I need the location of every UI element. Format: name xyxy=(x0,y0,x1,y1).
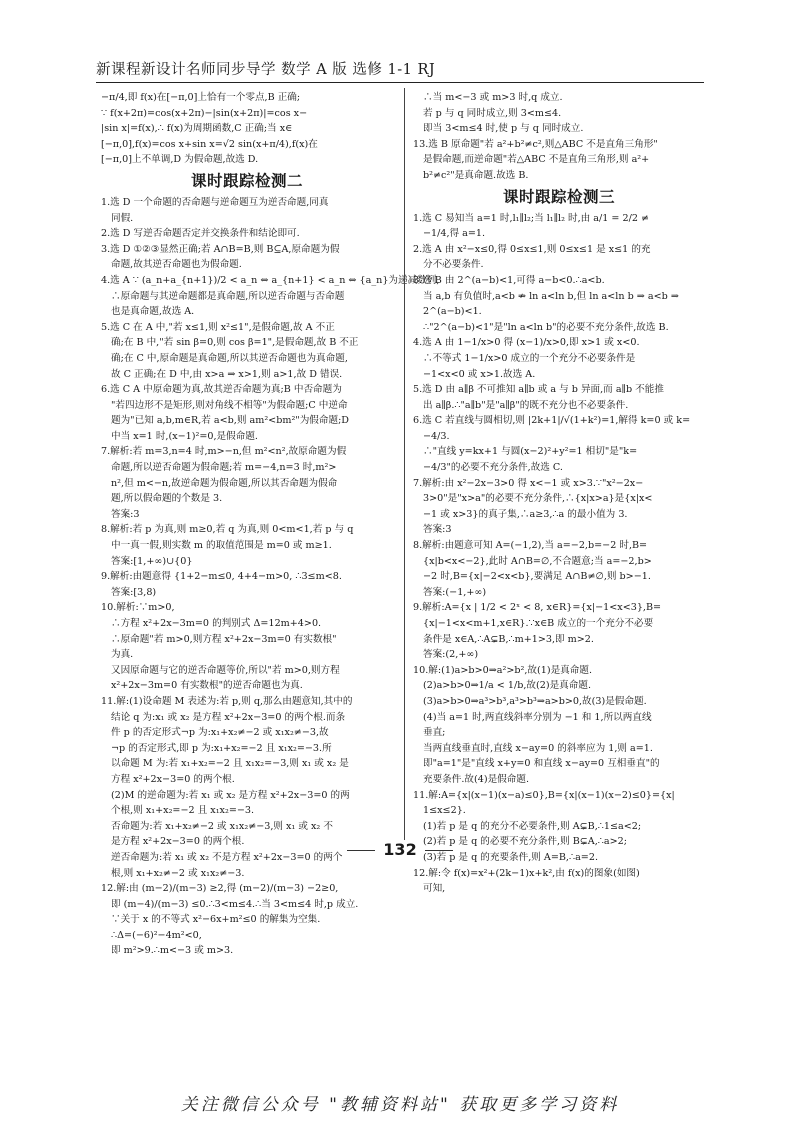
text-line: −π/4,即 f(x)在[−π,0]上恰有一个零点,B 正确; xyxy=(101,92,301,103)
header-rule xyxy=(96,82,704,83)
text-line: 8.解析:由题意可知 A=(−1,2),当 a=−2,b=−2 时,B= xyxy=(413,540,648,552)
text-line: 即当 3<m≤4 时,使 p 与 q 同时成立. xyxy=(423,123,584,135)
text-line: 13.选 B 原命题"若 a²+b²≠c²,则△ABC 不是直角三角形" xyxy=(413,138,658,150)
text-line: 件 p 的否定形式¬p 为:x₁+x₂≠−2 或 x₁x₂≠−3,故 xyxy=(111,727,329,739)
text-line: 也是真命题,故选 A. xyxy=(111,306,195,318)
text-line: 当 a,b 有负值时,a<b ⇏ ln a<ln b,但 ln a<ln b ⇒ a<b ⇒ xyxy=(423,290,679,302)
text-line: {x|b<x<−2},此时 A∩B=∅,不合题意;当 a=−2,b> xyxy=(423,555,652,567)
text-line: ∴Δ=(−6)²−4m²<0, xyxy=(111,929,202,941)
text-line: [−π,0],f(x)=cos x+sin x=√2 sin(x+π/4),f(x)在 xyxy=(101,138,318,150)
text-line: 是方程 x²+2x−3=0 的两个根. xyxy=(111,836,245,848)
text-line: 答案:[1,+∞)∪{0} xyxy=(111,555,193,567)
text-line: (2)M 的逆命题为:若 x₁ 或 x₂ 是方程 x²+2x−3=0 的两 xyxy=(111,789,350,801)
text-line: 7.解析:若 m=3,n=4 时,m>−n,但 m²<n²,故原命题为假 xyxy=(101,446,347,458)
text-line: ∴当 m<−3 或 m>3 时,q 成立. xyxy=(423,92,563,103)
page-number-dash-right xyxy=(425,850,453,851)
answers-block-3 xyxy=(413,211,705,897)
text-line: 垂直; xyxy=(423,727,446,739)
text-line: 答案:3 xyxy=(423,524,452,536)
text-line: 7.解析:由 x²−2x−3>0 得 x<−1 或 x>3.∵"x²−2x− xyxy=(413,477,644,489)
text-line: 确;在 C 中,原命题是真命题,所以其逆否命题也为真命题, xyxy=(111,352,348,364)
text-line: 5.选 D 由 a∥β 不可推知 a∥b 或 a 与 b 异面,而 a∥b 不能推 xyxy=(413,384,664,396)
text-line: (3)若 p 是 q 的充要条件,则 A=B,∴a=2. xyxy=(423,851,599,863)
text-line: 即"a=1"是"直线 x+y=0 和直线 x−ay=0 互相垂直"的 xyxy=(423,758,660,770)
text-line: 中当 x=1 时,(x−1)²=0,是假命题. xyxy=(111,430,258,442)
text-line: −4/3. xyxy=(423,430,450,442)
page-number-text: 132 xyxy=(383,840,417,859)
text-line: 答案:[3,8) xyxy=(111,586,157,598)
text-line: 方程 x²+2x−3=0 的两个根. xyxy=(111,773,235,785)
text-line: ∴方程 x²+2x−3m=0 的判别式 Δ=12m+4>0. xyxy=(111,618,322,629)
text-line: 根,则 x₁+x₂≠−2 或 x₁x₂≠−3. xyxy=(111,867,245,879)
text-line: b²≠c²"是真命题.故选 B. xyxy=(423,169,529,181)
text-line: 9.解析:由题意得 {1+2−m≤0, 4+4−m>0, ∴3≤m<8. xyxy=(101,571,342,583)
text-line: |sin x|=f(x),∴ f(x)为周期函数,C 正确;当 x∈ xyxy=(101,123,293,135)
text-line: 中一真一假,则实数 m 的取值范围是 m=0 或 m≥1. xyxy=(111,540,332,552)
text-line: 题为"已知 a,b,m∈R,若 a<b,则 am²<bm²"为假命题;D xyxy=(111,415,350,427)
text-line: 可知, xyxy=(423,883,446,895)
continued-block xyxy=(413,90,705,184)
text-line: 2.选 A 由 x²−x≤0,得 0≤x≤1,则 0≤x≤1 是 x≤1 的充 xyxy=(413,243,651,255)
text-line: 4.选 A ∵ (a_n+a_{n+1})/2 < a_n ⇔ a_{n+1} < a_n ⇔ {a_n}为递减数列, xyxy=(101,274,440,286)
text-line: (2)a>b>0⇒1/a < 1/b,故(2)是真命题. xyxy=(423,680,591,692)
text-line: 1.选 D 一个命题的否命题与逆命题互为逆否命题,同真 xyxy=(101,196,329,208)
text-line: "若四边形不是矩形,则对角线不相等"为假命题;C 中逆命 xyxy=(111,399,348,411)
text-line: 10.解析:∵m>0, xyxy=(101,602,175,614)
text-line: −4/3"的必要不充分条件,故选 C. xyxy=(423,462,563,474)
text-line: 11.解:(1)设命题 M 表述为:若 p,则 q,那么由题意知,其中的 xyxy=(101,695,353,707)
text-line: 3>0"是"x>a"的必要不充分条件,∴{x|x>a}是{x|x< xyxy=(423,493,653,505)
text-line: 分不必要条件. xyxy=(423,259,484,271)
text-line: 同假. xyxy=(111,212,134,224)
text-line: 6.选 C 若直线与圆相切,则 |2k+1|/√(1+k²)=1,解得 k=0 或 k= xyxy=(413,415,691,427)
text-line: ∴"2^(a−b)<1"是"ln a<ln b"的必要不充分条件,故选 B. xyxy=(423,321,669,333)
text-line: 出 a∥β.∴"a∥b"是"a∥β"的既不充分也不必要条件. xyxy=(423,399,629,411)
text-line: 6.选 C A 中原命题为真,故其逆否命题为真;B 中否命题为 xyxy=(101,384,342,396)
text-line: 即 m²>9.∴m<−3 或 m>3. xyxy=(111,945,234,957)
text-line: 以命题 M 为:若 x₁+x₂=−2 且 x₁x₂=−3,则 x₁ 或 x₂ 是 xyxy=(111,758,349,770)
text-line: 答案:(2,+∞) xyxy=(423,649,479,661)
text-line: 命题,故其逆否命题也为假命题. xyxy=(111,259,242,271)
text-line: [−π,0]上不单调,D 为假命题,故选 D. xyxy=(101,154,259,166)
text-line: 充要条件.故(4)是假命题. xyxy=(423,773,530,785)
text-line: 故 C 正确;在 D 中,由 x>a ⇒ x>1,则 a>1,故 D 错误. xyxy=(111,368,343,380)
text-line: −2 时,B={x|−2<x<b},要满足 A∩B≠∅,则 b>−1. xyxy=(423,571,651,583)
text-line: ∵关于 x 的不等式 x²−6x+m²≤0 的解集为空集. xyxy=(111,914,321,926)
text-line: 当两直线垂直时,直线 x−ay=0 的斜率应为 1,则 a=1. xyxy=(423,742,653,754)
text-line: ∵ f(x+2π)=cos(x+2π)−|sin(x+2π)|=cos x− xyxy=(101,107,308,119)
text-line: 确;在 B 中,"若 sin β=0,则 cos β=1",是假命题,故 B 不正 xyxy=(111,337,359,349)
text-line: 个根,则 x₁+x₂=−2 且 x₁x₂=−3. xyxy=(111,805,255,817)
text-line: ∴不等式 1−1/x>0 成立的一个充分不必要条件是 xyxy=(423,352,636,364)
text-line: 4.选 A 由 1−1/x>0 得 (x−1)/x>0,即 x>1 或 x<0. xyxy=(413,337,640,349)
text-line: 又因原命题与它的逆否命题等价,所以"若 m>0,则方程 xyxy=(111,664,340,676)
text-line: 答案:3 xyxy=(111,508,140,520)
text-line: 1≤x≤2}. xyxy=(423,805,466,817)
text-line: 条件是 x∈A,∴A⊊B,∴m+1>3,即 m>2. xyxy=(423,633,594,645)
text-line: −1/4,得 a=1. xyxy=(423,228,486,240)
text-line: 10.解:(1)a>b>0⇒a²>b²,故(1)是真命题. xyxy=(413,664,593,676)
text-line: ¬p 的否定形式,即 p 为:x₁+x₂=−2 且 x₁x₂=−3.所 xyxy=(111,742,332,754)
text-line: n²,但 m<−n,故逆命题为假命题,所以其否命题为假命 xyxy=(111,477,338,489)
section-title-3: 课时跟踪检测三 xyxy=(502,187,615,206)
text-line: 是假命题,而逆命题"若△ABC 不是直角三角形,则 a²+ xyxy=(423,154,650,166)
text-line: ∴"直线 y=kx+1 与圆(x−2)²+y²=1 相切"是"k= xyxy=(423,446,638,458)
intro-block xyxy=(101,90,393,168)
text-line: 即 (m−4)/(m−3) ≤0.∴3<m≤4.∴当 3<m≤4 时,p 成立. xyxy=(111,898,359,910)
text-line: 2^(a−b)<1. xyxy=(423,306,482,318)
text-line: ∴原命题与其逆命题都是真命题,所以逆否命题与否命题 xyxy=(111,290,345,302)
text-line: 答案:(−1,+∞) xyxy=(423,586,487,598)
section-title-2: 课时跟踪检测二 xyxy=(190,171,303,190)
text-line: 为真. xyxy=(111,649,134,661)
text-line: 否命题为:若 x₁+x₂≠−2 或 x₁x₂≠−3,则 x₁ 或 x₂ 不 xyxy=(111,820,333,832)
text-line: 5.选 C 在 A 中,"若 x≤1,则 x²≤1",是假命题,故 A 不正 xyxy=(101,321,335,333)
right-column xyxy=(413,90,705,897)
text-line: 8.解析:若 p 为真,则 m≥0,若 q 为真,则 0<m<1,若 p 与 q xyxy=(101,524,354,536)
text-line: 题,所以假命题的个数是 3. xyxy=(111,493,223,505)
text-line: 3.选 D ①②③显然正确;若 A∩B=B,则 B⊆A,原命题为假 xyxy=(101,243,340,255)
text-line: x²+2x−3m=0 有实数根"的逆否命题也为真. xyxy=(111,680,303,692)
text-line: 9.解析:A={x | 1/2 < 2ˣ < 8, x∈R}={x|−1<x<3},B= xyxy=(413,602,662,614)
text-line: 11.解:A={x|(x−1)(x−a)≤0},B={x|(x−1)(x−2)≤0}={x| xyxy=(413,789,675,801)
text-line: 若 p 与 q 同时成立,则 3<m≤4. xyxy=(423,107,562,119)
footer-notice: 关注微信公众号 "教辅资料站" 获取更多学习资料 xyxy=(180,1095,620,1115)
text-line: 逆否命题为:若 x₁ 或 x₂ 不是方程 x²+2x−3=0 的两个 xyxy=(111,851,343,863)
text-line: −1<x<0 或 x>1.故选 A. xyxy=(423,368,536,380)
text-line: 2.选 D 写逆否命题否定并交换条件和结论即可. xyxy=(101,228,300,240)
text-line: 12.解:令 f(x)=x²+(2k−1)x+k²,由 f(x)的图象(如图) xyxy=(413,867,640,879)
text-line: (4)当 a=1 时,两直线斜率分别为 −1 和 1,所以两直线 xyxy=(423,711,652,723)
column-divider xyxy=(404,88,405,840)
text-line: 12.解:由 (m−2)/(m−3) ≥2,得 (m−2)/(m−3) −2≥0, xyxy=(101,883,339,895)
text-line: 3.选 B 由 2^(a−b)<1,可得 a−b<0.∴a<b. xyxy=(413,274,605,286)
text-line: −1 或 x>3}的真子集,∴a≥3,∴a 的最小值为 3. xyxy=(423,508,628,520)
page-number xyxy=(0,840,800,859)
text-line: 1.选 C 易知当 a=1 时,l₁∥l₂;当 l₁∥l₂ 时,由 a/1 = 2/2 ≠ xyxy=(413,212,650,224)
page-number-dash-left xyxy=(347,850,375,851)
text-line: ∴原命题"若 m>0,则方程 x²+2x−3m=0 有实数根" xyxy=(111,633,337,645)
text-line: 命题,所以逆否命题为假命题;若 m=−4,n=3 时,m²> xyxy=(111,462,337,474)
text-line: (1)若 p 是 q 的充分不必要条件,则 A⊊B,∴1≤a<2; xyxy=(423,820,642,832)
page-header: 新课程新设计名师同步导学 数学 A 版 选修 1-1 RJ xyxy=(96,62,436,78)
text-line: (3)a>b>0⇒a³>b³,a³>b³⇒a>b>0,故(3)是假命题. xyxy=(423,695,647,707)
text-line: {x|−1<x<m+1,x∈R}.∵x∈B 成立的一个充分不必要 xyxy=(423,618,654,629)
text-line: (2)若 p 是 q 的必要不充分条件,则 B⊊A,∴a>2; xyxy=(423,836,627,848)
text-line: 结论 q 为:x₁ 或 x₂ 是方程 x²+2x−3=0 的两个根.而条 xyxy=(111,711,346,723)
